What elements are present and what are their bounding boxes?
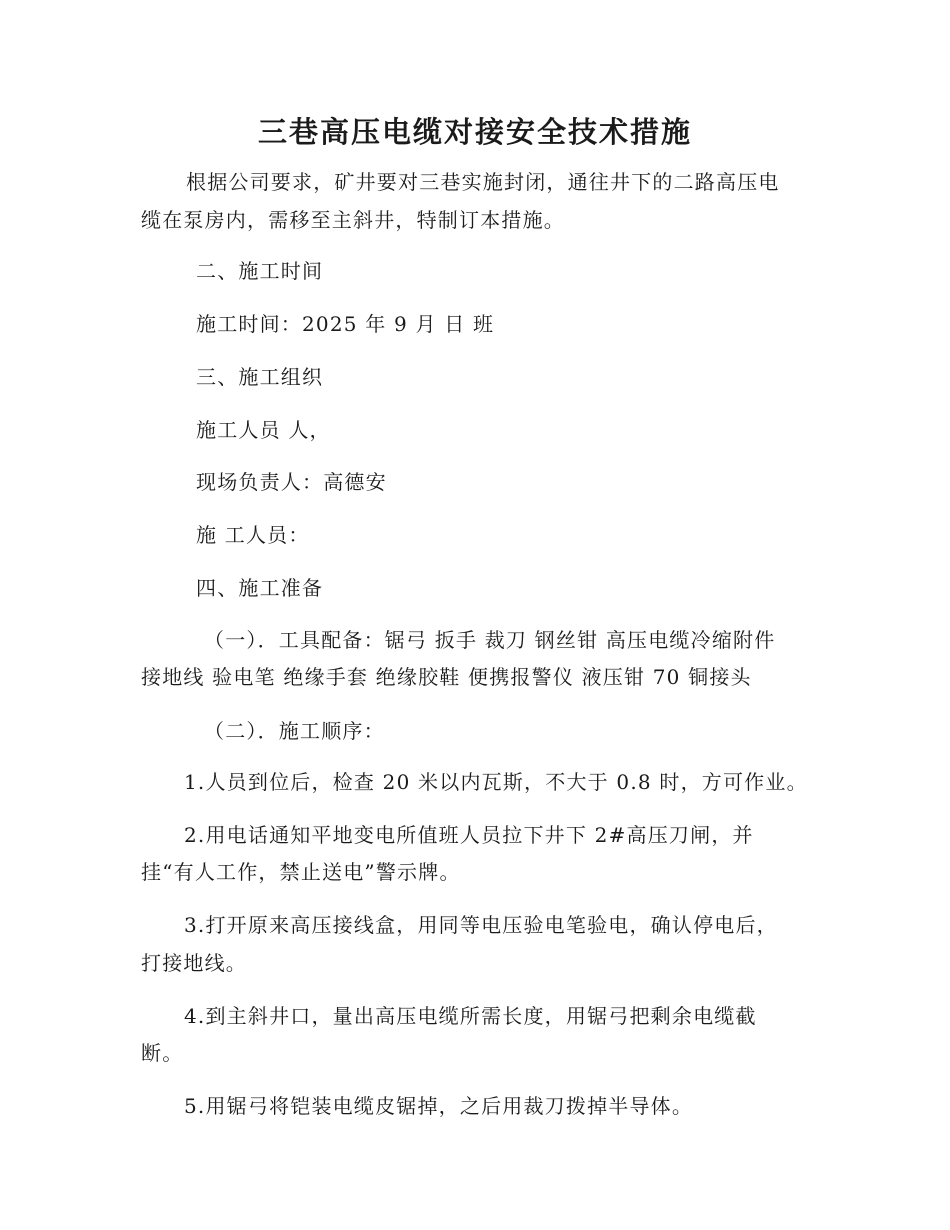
- step-1: 1.人员到位后，检查 20 米以内瓦斯，不大于 0.8 时，方可作业。: [184, 770, 808, 794]
- step-4-line1: 4.到主斜井口，量出高压电缆所需长度，用锯弓把剩余电缆截: [184, 1004, 757, 1028]
- intro-paragraph-line2: 缆在泵房内，需移至主斜井，特制订本措施。: [141, 208, 565, 232]
- step-5: 5.用锯弓将铠装电缆皮锯掉，之后用裁刀拨掉半导体。: [184, 1094, 694, 1118]
- step-2-line2: 挂“有人工作，禁止送电”警示牌。: [141, 860, 461, 884]
- order-heading: （二）．施工顺序：: [204, 719, 385, 743]
- step-2-line1: 2.用电话通知平地变电所值班人员拉下井下 2#高压刀闸，并: [184, 823, 754, 847]
- document-title: 三巷高压电缆对接安全技术措施: [257, 115, 692, 149]
- step-4-line2: 断。: [141, 1041, 184, 1065]
- workers-list: 施 工人员：: [196, 523, 310, 547]
- tools-line1: （一）．工具配备：锯弓 扳手 裁刀 钢丝钳 高压电缆冷缩附件: [204, 628, 776, 652]
- construction-time: 施工时间：2025 年 9 月 日 班: [196, 312, 495, 336]
- step-3-line1: 3.打开原来高压接线盒，用同等电压验电笔验电，确认停电后，: [184, 913, 778, 937]
- workers-count: 施工人员 人，: [196, 418, 331, 442]
- tools-line2: 接地线 验电笔 绝缘手套 绝缘胶鞋 便携报警仪 液压钳 70 铜接头: [141, 665, 752, 689]
- section-heading-organization: 三、施工组织: [196, 365, 324, 389]
- step-3-line2: 打接地线。: [141, 951, 247, 975]
- section-heading-time: 二、施工时间: [196, 259, 324, 283]
- site-manager: 现场负责人：高德安: [196, 470, 387, 494]
- section-heading-preparation: 四、施工准备: [196, 576, 324, 600]
- intro-paragraph-line1: 根据公司要求，矿井要对三巷实施封闭，通往井下的二路高压电: [186, 170, 780, 194]
